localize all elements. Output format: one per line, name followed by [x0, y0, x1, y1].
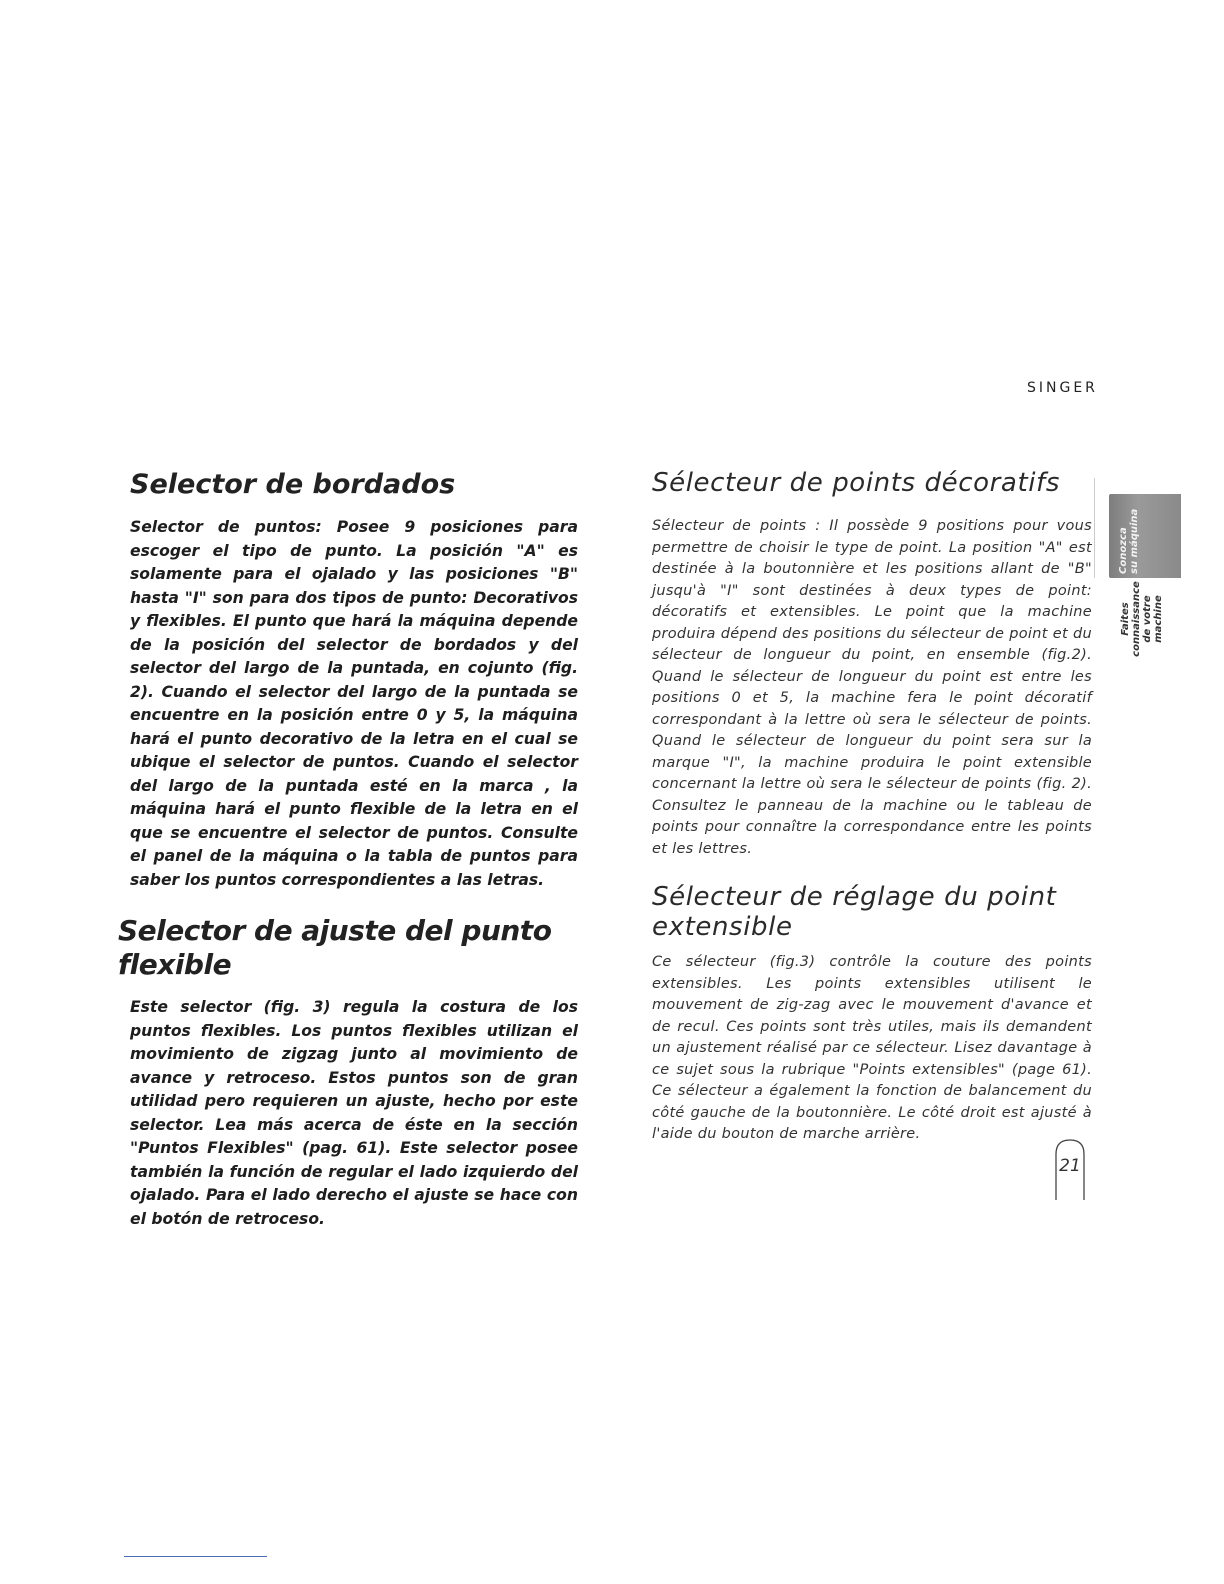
tab-label-line-2: su máquina — [1129, 508, 1140, 574]
spanish-column — [118, 468, 578, 1231]
page-number-frame — [1054, 1138, 1086, 1200]
french-column — [652, 468, 1092, 1146]
french-label-line-2: connaissance — [1131, 581, 1142, 657]
french-heading-2: Sélecteur de réglage du point extensible — [652, 882, 1057, 942]
side-divider — [1094, 478, 1095, 578]
spanish-paragraph-1: Selector de puntos: Posee 9 posiciones para escoger el tipo de punto. La posición "A" es solamente para el ojalado y las posiciones "B" hasta "I" son para dos tipos de punto: Decorativos y flexibles. El punto que hará la máquina depende de la posición del selector de bordados y del selector del largo de la puntada, en cojunto (fig. 2). Cuando el selector del largo de la puntada se encuentre en la posición entre 0 y 5, la máquina hará el punto decorativo de la letra en el cual se ubique el selector de puntos. Cuando el selector del largo de la puntada esté en la marca , la máquina hará el punto flexible de la letra en el que se encuentre el selector de puntos. Consulte el panel de la máquina o la tabla de puntos para saber los puntos correspondientes a las letras. — [130, 518, 578, 889]
french-label-line-4: machine — [1153, 595, 1164, 643]
french-heading-1: Sélecteur de points décoratifs — [652, 468, 1060, 498]
spanish-heading-1: Selector de bordados — [130, 469, 456, 500]
tab-label-line-1: Conozca — [1118, 527, 1129, 574]
section-tab-label — [1118, 502, 1140, 574]
french-label-line-3: de votre — [1142, 595, 1153, 643]
spanish-heading-2: Selector de ajuste del punto flexible — [118, 914, 552, 981]
footer-rule — [124, 1556, 267, 1557]
page-number: 21 — [1059, 1156, 1081, 1176]
brand-name: SINGER — [1027, 380, 1098, 396]
spanish-paragraph-2: Este selector (fig. 3) regula la costura de los puntos flexibles. Los puntos flexibles utilizan el movimiento de zigzag junto al movimiento de avance y retroceso. Estos puntos son de gran utilidad pero requieren un ajuste, hecho por este selector. Lea más acerca de éste en la sección "Puntos Flexibles" (pag. 61). Este selector posee también la función de regular el lado izquierdo del ojalado. Para el lado derecho el ajuste se hace con el botón de retroceso. — [130, 998, 578, 1228]
french-label-line-1: Faites — [1120, 602, 1131, 636]
french-paragraph-1: Sélecteur de points : Il possède 9 positions pour vous permettre de choisir le type de point. La position "A" est destinée à la boutonnière et les positions allant de "B" jusqu'à "I" sont destinées à deux types de point: décoratifs et extensibles. Le point que la machine produira dépend des positions du sélecteur de point et du sélecteur de longueur du point, en ensemble (fig.2). Quand le sélecteur de longueur du point est entre les positions 0 et 5, la machine fera le point décoratif correspondant à la lettre où sera le sélecteur de points. Quand le sélecteur de longueur du point sera sur la marque "I", la machine produira le point extensible concernant la lettre où sera le sélecteur de points (fig. 2). Consultez le panneau de la machine ou le tableau de points pour connaître la correspondance entre les points et les lettres. — [652, 518, 1092, 857]
french-paragraph-2: Ce sélecteur (fig.3) contrôle la couture des points extensibles. Les points extensibles utilisent le mouvement de zig-zag avec le mouvement d'avance et de recul. Ces points sont très utiles, mais ils demandent un ajustement réalisé par ce sélecteur. Lisez davantage à ce sujet sous la rubrique "Points extensibles" (page 61). Ce sélecteur a également la fonction de balancement du côté gauche de la boutonnière. Le côté droit est ajusté à l'aide du bouton de marche arrière. — [652, 954, 1092, 1142]
french-section-label — [1120, 574, 1164, 664]
